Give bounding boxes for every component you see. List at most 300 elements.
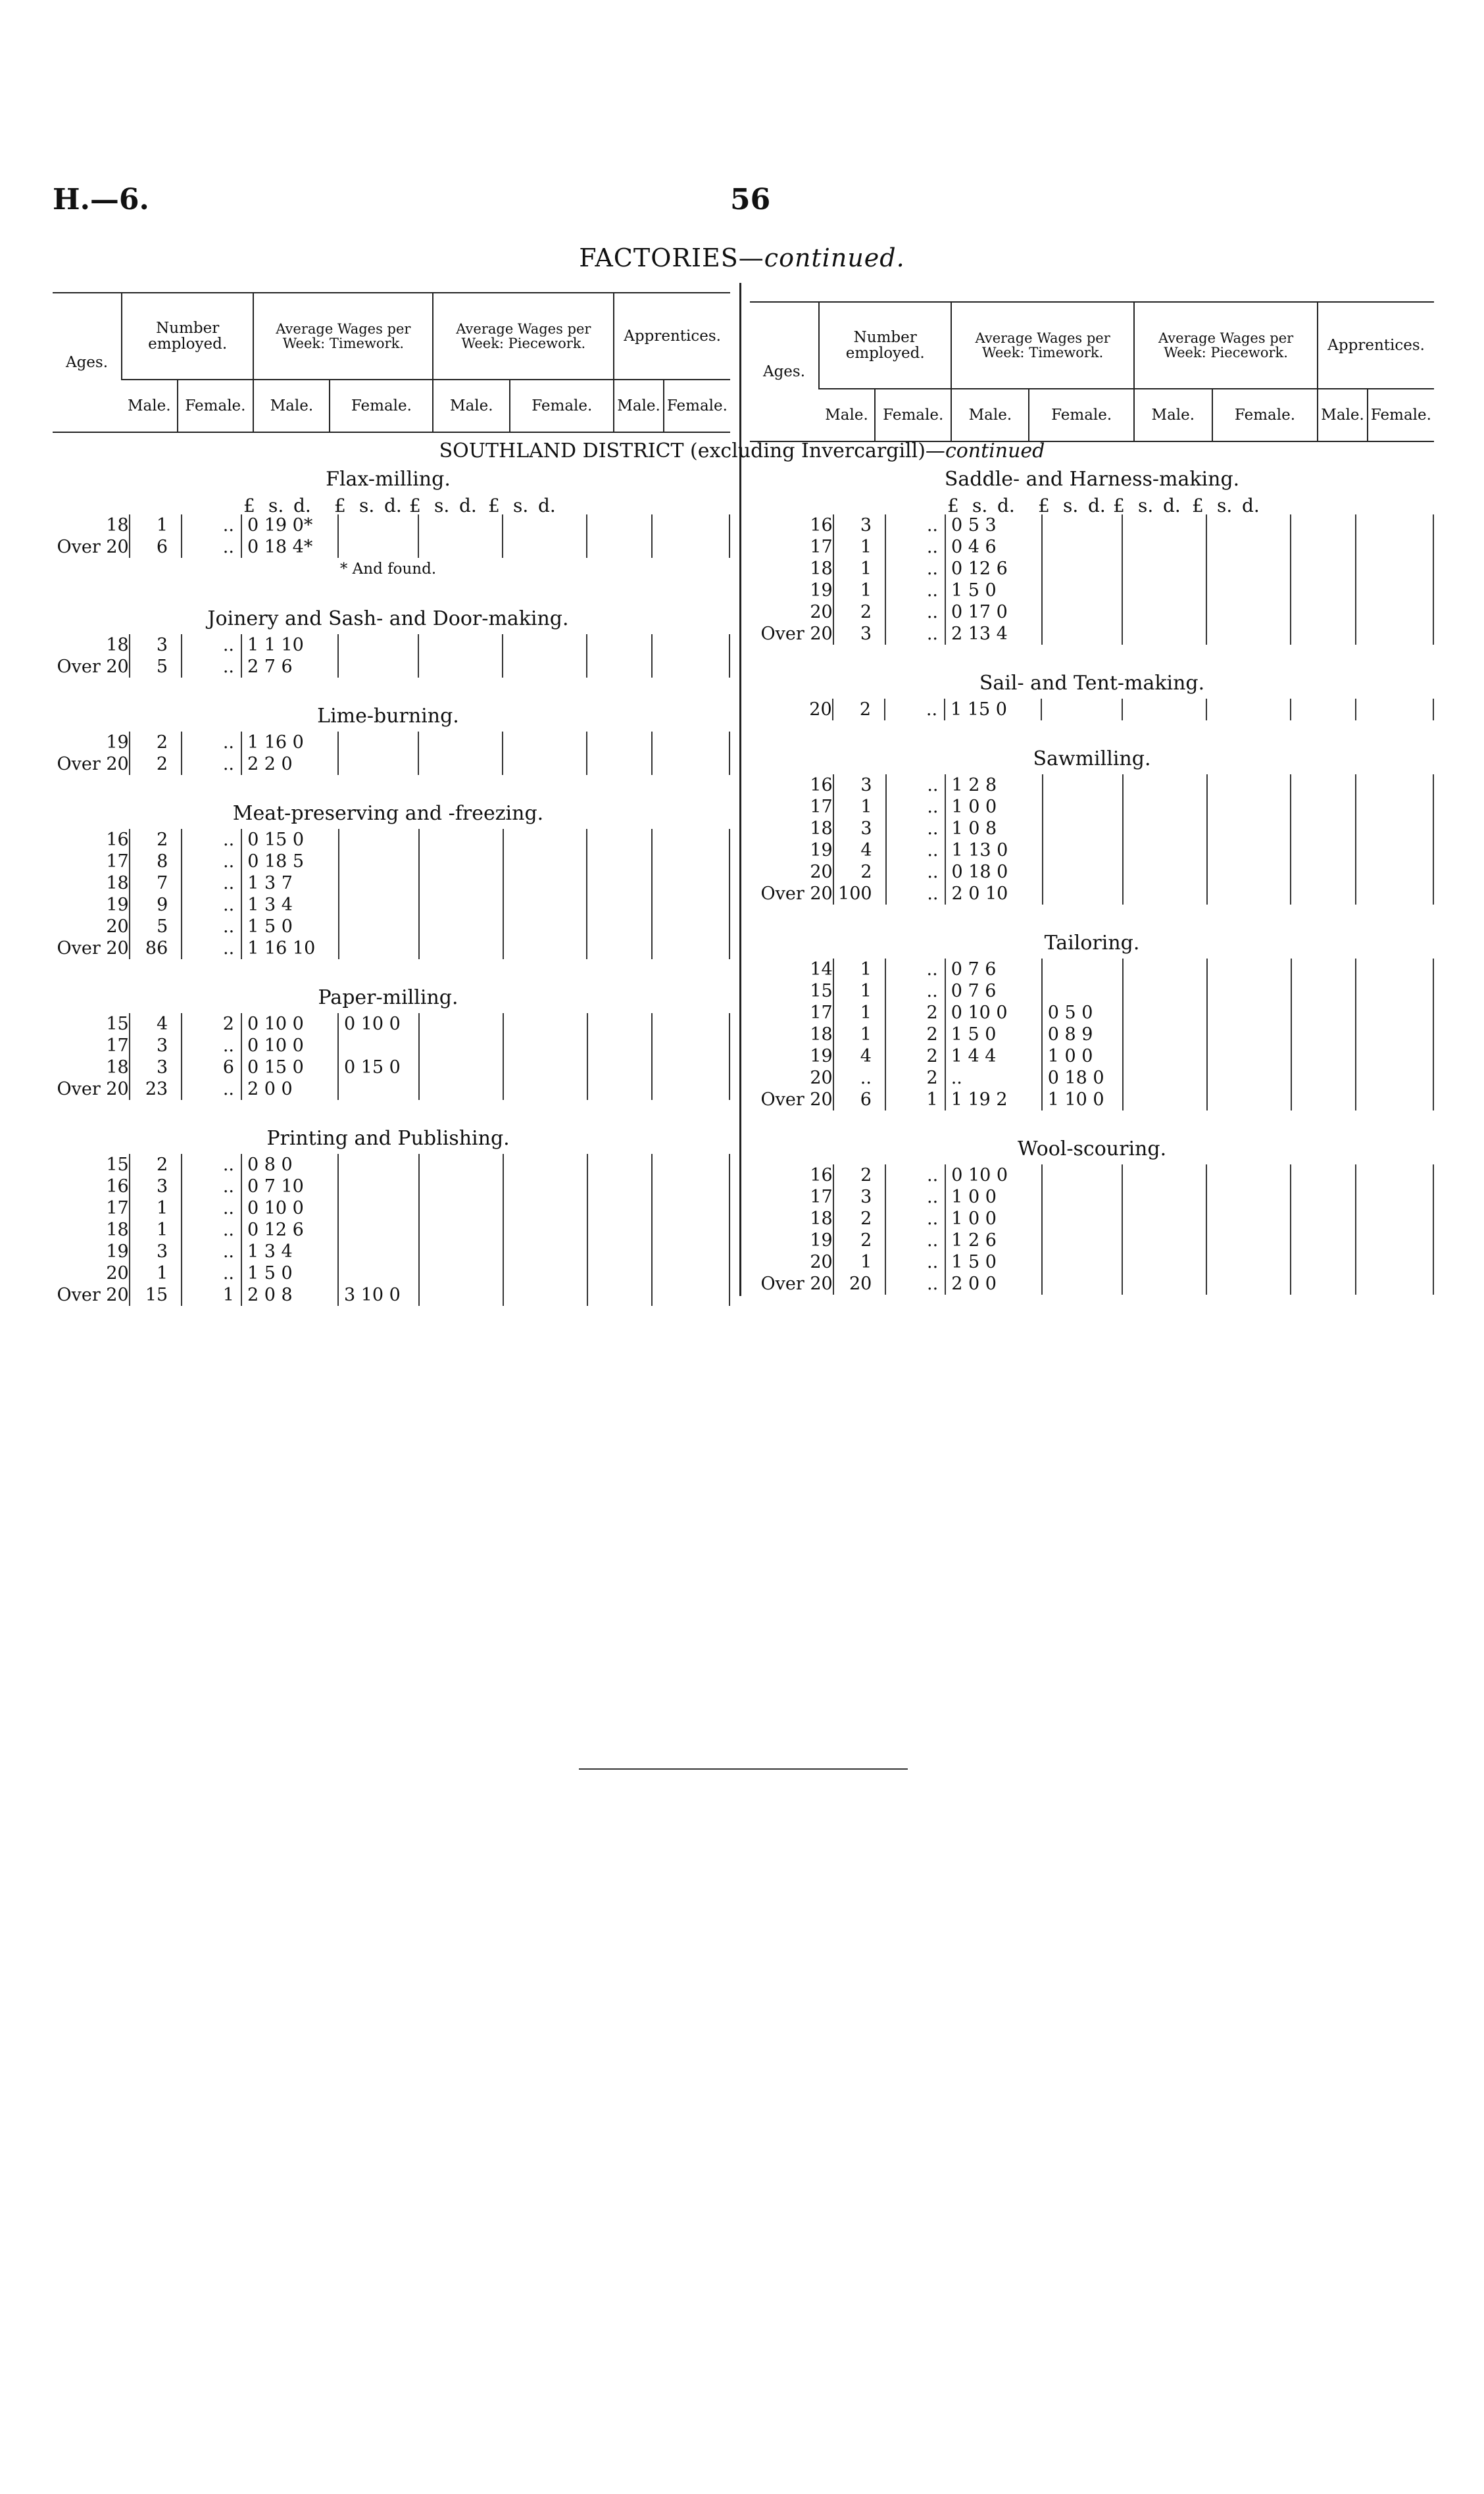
male-employed-cell: 8 [130,851,182,872]
timework-male-cell: 1 16 10 [241,937,338,959]
age-cell: 20 [750,601,833,623]
age-cell: 18 [750,818,833,839]
piecework-male-cell [418,634,503,656]
piecework-female-cell [503,894,587,916]
age-cell: Over 20 [750,623,833,645]
apprentice-male-cell [1291,1251,1355,1273]
piecework-female-cell [503,916,587,937]
right-column [750,467,1434,1321]
unit-label: s. [1138,495,1154,516]
piecework-male-cell [1122,1251,1206,1273]
male-employed-cell: 3 [833,514,885,536]
female-employed-cell: .. [886,883,946,905]
female-employed-cell: .. [885,558,945,580]
unit-label: s. [1217,495,1233,516]
apprentice-female-cell [1356,514,1433,536]
unit-label: £ [1192,495,1204,516]
timework-male-cell: 1 0 0 [945,1208,1042,1230]
age-cell: 17 [750,1186,833,1208]
apprentice-female-cell [1356,861,1433,883]
female-employed-cell: .. [886,774,946,796]
piecework-female-cell [1207,839,1291,861]
piecework-male-cell [1122,1230,1206,1251]
female-employed-cell: .. [182,1035,241,1057]
timework-female-cell [1042,558,1122,580]
section-title: Lime-burning. [317,705,459,728]
male-employed-cell: 1 [130,1219,182,1241]
male-employed-cell: 1 [130,1197,182,1219]
age-cell: 17 [750,536,833,558]
piecework-female-cell [1206,1164,1291,1186]
apprentice-female-cell [1356,1208,1433,1230]
section-table [750,699,1434,720]
unit-label: d. [459,495,477,516]
apprentice-male-cell [1291,796,1355,818]
timework-female-cell: 0 10 0 [338,1013,419,1035]
apprentice-male-cell [587,851,651,872]
timework-female-cell: 0 15 0 [338,1057,419,1078]
female-employed-cell: 1 [182,1284,241,1306]
timework-female-cell [338,1262,419,1284]
table-row [750,774,1433,796]
apprentice-male-cell [1291,699,1356,720]
apprentice-female-cell [652,1154,730,1176]
table-row [750,1186,1433,1208]
piecework-male-cell [419,851,503,872]
apprentice-female-cell [652,916,730,937]
male-employed-cell: 15 [130,1284,182,1306]
apprentice-male-cell [587,656,652,678]
title-text: FACTORIES— [579,243,764,272]
piecework-female-cell [503,1197,587,1219]
piecework-female-cell [1206,1208,1291,1230]
apprentice-male-cell [587,937,651,959]
female-employed-cell: 2 [182,1013,241,1035]
timework-male-cell: 1 5 0 [241,1262,338,1284]
age-cell: 18 [46,872,130,894]
female-employed-cell: .. [182,829,241,851]
apprentice-female-cell [1356,1002,1433,1024]
timework-male-cell: 0 19 0* [241,514,338,536]
table-row [750,1208,1433,1230]
apprentice-female-cell [1356,1251,1433,1273]
apprentice-male-cell [1291,980,1356,1002]
male-employed-cell: 1 [833,980,885,1002]
apprentice-female-cell [1356,699,1433,720]
piecework-female-cell [1206,1230,1291,1251]
male-employed-cell: 3 [833,1186,886,1208]
apprentice-male-cell [587,1035,652,1057]
timework-female-cell [1042,959,1123,980]
unit-label: d. [538,495,556,516]
female-employed-cell: 2 [885,1002,945,1024]
male-employed-cell: 1 [833,959,885,980]
male-employed-cell: 3 [130,1035,182,1057]
male-employed-cell: 86 [130,937,182,959]
piecework-male-cell [1123,774,1207,796]
timework-female-cell [338,732,418,753]
male-employed-cell: 3 [130,1057,182,1078]
piecework-female-cell [503,1078,587,1100]
timework-female-cell [338,1078,419,1100]
male-employed-cell: .. [833,1067,885,1089]
timework-female-cell [1042,1186,1122,1208]
apprentice-male-cell [587,753,652,775]
apprentice-female-cell [652,1262,730,1284]
piecework-female-cell [1207,818,1291,839]
age-cell: 19 [750,580,833,601]
apprentice-male-cell [1291,839,1355,861]
table-row [750,699,1433,720]
age-cell: 16 [750,1164,833,1186]
male-employed-cell: 100 [833,883,886,905]
timework-female-cell: 0 5 0 [1042,1002,1123,1024]
age-cell: Over 20 [46,753,130,775]
apprentice-male-cell [1291,601,1356,623]
timework-male-cell: 1 4 4 [945,1045,1042,1067]
table-row [750,601,1433,623]
section-title: Saddle- and Harness-making. [944,468,1240,491]
male-employed-cell: 2 [833,1164,886,1186]
female-employed-cell: .. [885,1230,945,1251]
piecework-male-cell [419,1284,503,1306]
apprentice-female-cell [652,1284,730,1306]
table-row [750,959,1433,980]
unit-label: d. [1163,495,1181,516]
age-cell: Over 20 [46,937,130,959]
male-employed-cell: 2 [130,732,182,753]
female-employed-cell: .. [182,937,241,959]
timework-female-cell [338,753,418,775]
apprentice-male-cell [1291,558,1356,580]
timework-male-cell: 2 0 0 [241,1078,338,1100]
unit-label: £ [1113,495,1125,516]
age-cell: 20 [750,1067,833,1089]
timework-male-cell: 1 2 6 [945,1230,1042,1251]
unit-label: d. [1242,495,1260,516]
section-table [46,829,730,959]
female-employed-cell: .. [182,514,241,536]
female-employed-cell: .. [885,1273,945,1295]
male-employed-cell: 2 [130,829,182,851]
header-male: Male. [127,397,171,414]
timework-female-cell [338,514,418,536]
timework-male-cell: 0 12 6 [945,558,1042,580]
header-male: Male. [253,380,330,432]
piecework-male-cell [419,894,503,916]
table-row [46,634,730,656]
header-number-employed: Number employed. [122,293,253,380]
unit-label: d. [293,495,311,516]
piecework-female-cell [1206,558,1291,580]
apprentice-male-cell [1291,883,1355,905]
apprentice-female-cell [1356,818,1433,839]
page-number: 56 [730,183,771,216]
section-gap [750,720,1434,747]
piecework-male-cell [419,872,503,894]
header-number-employed: Number employed. [819,303,951,389]
piecework-female-cell [503,1219,587,1241]
apprentice-male-cell [587,732,652,753]
apprentice-male-cell [587,1013,652,1035]
male-employed-cell: 2 [130,1154,182,1176]
female-employed-cell: .. [182,536,241,558]
timework-male-cell: 1 15 0 [945,699,1041,720]
age-cell: 16 [750,774,833,796]
timework-female-cell [1042,1164,1122,1186]
piecework-female-cell [1207,1024,1291,1045]
table-row [46,1013,730,1035]
timework-male-cell: 0 17 0 [945,601,1042,623]
piecework-male-cell [1122,558,1206,580]
male-employed-cell: 6 [833,1089,885,1110]
footnote: * And found. [339,561,437,578]
piecework-female-cell [503,1013,587,1035]
apprentice-female-cell [1356,959,1433,980]
apprentice-female-cell [652,514,730,536]
left-column [46,467,730,1332]
section-title: Flax-milling. [326,468,451,491]
piecework-male-cell [418,656,503,678]
apprentice-female-cell [652,1013,730,1035]
piecework-male-cell [1123,839,1207,861]
table-row [46,1078,730,1100]
piecework-male-cell [1123,1067,1207,1089]
piecework-female-cell [1207,980,1291,1002]
male-employed-cell: 2 [833,699,885,720]
apprentice-male-cell [1291,1164,1355,1186]
table-row [750,1251,1433,1273]
unit-label: £ [334,495,346,516]
age-cell: 18 [46,1057,130,1078]
age-cell: 19 [46,1241,130,1262]
header-ages: Ages. [65,354,109,371]
age-cell: 14 [750,959,833,980]
timework-male-cell: 0 10 0 [241,1197,338,1219]
piecework-male-cell [1122,1186,1206,1208]
table-row [750,1164,1433,1186]
timework-female-cell: 3 10 0 [338,1284,419,1306]
apprentice-female-cell [652,1219,730,1241]
age-cell: Over 20 [46,536,130,558]
apprentice-male-cell [1291,1089,1356,1110]
apprentice-male-cell [1291,1067,1356,1089]
female-employed-cell: .. [182,851,241,872]
timework-male-cell: 0 4 6 [945,536,1042,558]
piecework-female-cell [1206,1273,1291,1295]
piecework-female-cell [503,1241,587,1262]
timework-male-cell: 2 13 4 [945,623,1042,645]
age-cell: 18 [750,558,833,580]
timework-female-cell [339,851,419,872]
timework-male-cell: 0 7 6 [945,980,1042,1002]
female-employed-cell: .. [886,861,946,883]
table-row [46,937,730,959]
apprentice-male-cell [587,872,651,894]
female-employed-cell: 2 [885,1067,945,1089]
column-divider [739,283,741,1296]
table-row [46,514,730,536]
piecework-female-cell [503,1035,587,1057]
left-table-header [53,292,730,433]
header-female: Female. [1029,389,1134,441]
male-employed-cell: 20 [833,1273,886,1295]
table-row [750,861,1433,883]
male-employed-cell: 3 [833,623,885,645]
unit-label: £ [243,495,255,516]
table-row [46,536,730,558]
age-cell: Over 20 [750,1089,833,1110]
apprentice-male-cell [587,916,651,937]
apprentice-female-cell [652,753,730,775]
apprentice-female-cell [1356,774,1433,796]
header-timework: Average Wages per Week: Timework. [951,303,1133,389]
apprentice-female-cell [652,1197,730,1219]
apprentice-male-cell [587,1154,652,1176]
table-row [750,1002,1433,1024]
piecework-male-cell [1123,818,1207,839]
age-cell: 15 [46,1013,130,1035]
male-employed-cell: 4 [833,1045,885,1067]
apprentice-female-cell [652,732,730,753]
apprentice-male-cell [587,1078,652,1100]
age-cell: 17 [46,1035,130,1057]
female-employed-cell: .. [885,1208,945,1230]
timework-male-cell: 0 18 4* [241,536,338,558]
apprentice-male-cell [587,1197,652,1219]
timework-female-cell: 0 8 9 [1042,1024,1123,1045]
apprentice-female-cell [652,894,730,916]
section-table [750,959,1434,1110]
female-employed-cell: .. [885,601,945,623]
age-cell: 18 [46,514,130,536]
age-cell: 20 [46,1262,130,1284]
timework-male-cell: 0 5 3 [945,514,1042,536]
table-row [46,656,730,678]
male-employed-cell: 1 [833,558,885,580]
apprentice-female-cell [652,656,730,678]
apprentice-female-cell [1356,601,1433,623]
age-cell: Over 20 [750,883,833,905]
apprentice-female-cell [1356,980,1433,1002]
section-table [750,514,1434,645]
table-row [46,1241,730,1262]
piecework-male-cell [418,753,503,775]
apprentice-female-cell [1356,1230,1433,1251]
piecework-female-cell [1206,699,1291,720]
age-cell: 16 [46,829,130,851]
male-employed-cell: 1 [833,796,886,818]
piecework-male-cell [1123,796,1207,818]
header-female: Female. [330,380,433,432]
piecework-female-cell [503,1176,587,1197]
timework-male-cell: 0 7 10 [241,1176,338,1197]
timework-female-cell [1041,699,1122,720]
footer-rule [579,1768,908,1770]
piecework-male-cell [419,1057,503,1078]
unit-label: £ [1038,495,1050,516]
piecework-male-cell [1123,1089,1207,1110]
female-employed-cell: 6 [182,1057,241,1078]
piecework-female-cell [1207,1089,1291,1110]
female-employed-cell: .. [182,1262,241,1284]
table-row [750,980,1433,1002]
piecework-female-cell [503,872,587,894]
piecework-female-cell [1207,1045,1291,1067]
apprentice-male-cell [1291,1024,1356,1045]
apprentice-male-cell [1291,959,1356,980]
timework-male-cell: 1 13 0 [945,839,1042,861]
piecework-female-cell [1206,514,1291,536]
header-female: Female. [1212,389,1318,441]
section-title: Joinery and Sash- and Door-making. [207,607,569,630]
piecework-male-cell [419,1197,503,1219]
timework-female-cell [338,1035,419,1057]
unit-label: s. [513,495,529,516]
table-row [46,851,730,872]
apprentice-female-cell [1356,1067,1433,1089]
age-cell: 17 [46,851,130,872]
piecework-female-cell [1207,883,1291,905]
male-employed-cell: 1 [130,514,182,536]
timework-male-cell: 1 19 2 [945,1089,1042,1110]
table-row [46,1197,730,1219]
female-employed-cell: 1 [885,1089,945,1110]
female-employed-cell: .. [885,1186,945,1208]
piecework-male-cell [419,829,503,851]
piecework-female-cell [503,753,587,775]
timework-male-cell: 1 0 0 [945,796,1042,818]
apprentice-female-cell [652,536,730,558]
timework-male-cell: 1 0 8 [945,818,1042,839]
piecework-male-cell [1123,959,1207,980]
district-heading [0,439,1484,462]
section-table [46,514,730,558]
age-cell: Over 20 [46,656,130,678]
header-female: Female. [664,380,730,432]
header-piecework: Average Wages per Week: Piecework. [433,293,614,380]
male-employed-cell: 3 [833,818,886,839]
table-row [750,883,1433,905]
age-cell: Over 20 [750,1273,833,1295]
piecework-male-cell [1123,1002,1207,1024]
timework-male-cell: 2 0 8 [241,1284,338,1306]
piecework-female-cell [1207,861,1291,883]
piecework-male-cell [419,1176,503,1197]
piecework-male-cell [1123,1045,1207,1067]
piecework-female-cell [1207,796,1291,818]
table-row [750,623,1433,645]
age-cell: 17 [750,796,833,818]
piecework-female-cell [503,1154,587,1176]
piecework-female-cell [503,851,587,872]
age-cell: 18 [750,1208,833,1230]
right-table-header [750,301,1434,442]
apprentice-female-cell [652,851,730,872]
piecework-male-cell [419,1262,503,1284]
section-gap [750,905,1434,931]
male-employed-cell: 7 [130,872,182,894]
timework-female-cell [338,1241,419,1262]
apprentice-female-cell [1356,796,1433,818]
piecework-female-cell [1206,1186,1291,1208]
age-cell: 19 [750,839,833,861]
male-employed-cell: 2 [130,753,182,775]
header-male: Male. [1134,389,1212,441]
timework-male-cell: 1 16 0 [241,732,338,753]
apprentice-male-cell [587,1219,652,1241]
apprentice-female-cell [1356,580,1433,601]
